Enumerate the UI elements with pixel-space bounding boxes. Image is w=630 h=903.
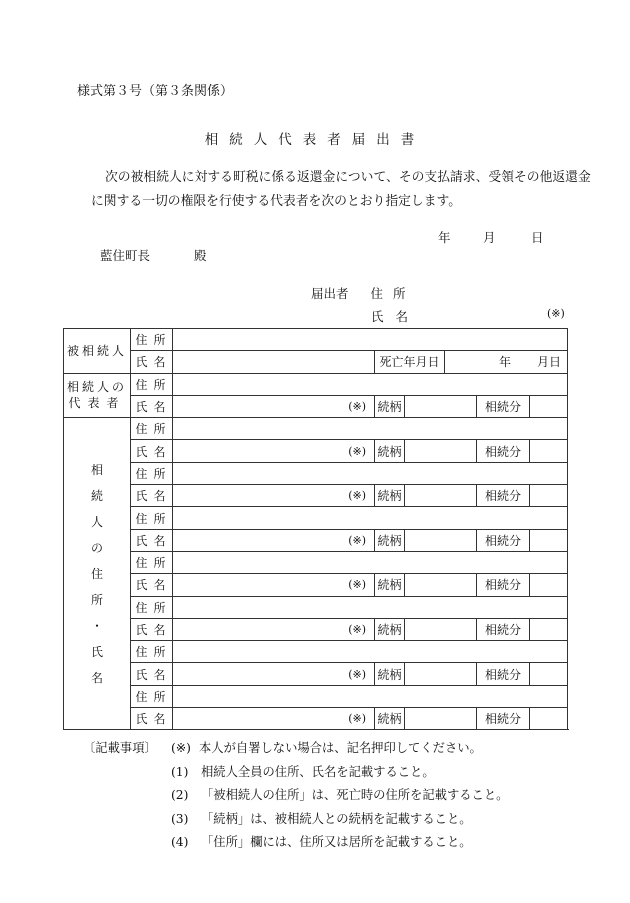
date-line [438, 228, 544, 246]
heir-name-row [64, 708, 568, 730]
heir-seal-mark[interactable]: (※) [173, 485, 375, 507]
address-label: 住所 [131, 641, 173, 663]
relationship-label: 続柄 [375, 395, 405, 417]
heir-address-field[interactable] [173, 462, 568, 484]
note-item [83, 832, 508, 856]
heir-share-field[interactable] [530, 440, 568, 462]
name-label: 氏名 [131, 618, 173, 640]
heir-table [63, 328, 568, 730]
share-label: 相続分 [477, 708, 530, 730]
representative-address-row [64, 373, 568, 395]
representative-label-line-2: 代表者 [68, 396, 126, 411]
address-label: 住所 [131, 373, 173, 395]
death-date-label: 死亡年月日 [375, 351, 445, 373]
name-label: 氏名 [131, 395, 173, 417]
heir-name-row [64, 618, 568, 640]
heir-address-row [64, 596, 568, 618]
heir-relationship-field[interactable] [405, 708, 477, 730]
share-label: 相続分 [477, 529, 530, 551]
representative-name-row [64, 395, 568, 417]
heir-seal-mark[interactable]: (※) [173, 708, 375, 730]
note-item [83, 785, 508, 809]
heir-name-row [64, 485, 568, 507]
note-text: 「住所」欄には、住所又は居所を記載すること。 [201, 835, 472, 849]
heir-name-row [64, 440, 568, 462]
address-label: 住所 [131, 551, 173, 573]
representative-seal-mark[interactable]: (※) [173, 395, 375, 417]
date-day: 日 [531, 230, 544, 245]
heirs-label-char: 名 [90, 670, 103, 685]
name-label: 氏名 [131, 708, 173, 730]
heirs-label-char: 相 [90, 462, 103, 477]
addressee-honorific: 殿 [194, 248, 207, 263]
representative-label [64, 373, 131, 418]
notes-heading: 〔記載事項〕 [83, 741, 157, 755]
heir-address-field[interactable] [173, 551, 568, 573]
heir-address-row [64, 685, 568, 707]
notes-section [83, 738, 508, 856]
heirs-label [64, 418, 131, 730]
share-label: 相続分 [477, 618, 530, 640]
heir-seal-mark[interactable]: (※) [173, 663, 375, 685]
heir-share-field[interactable] [530, 618, 568, 640]
note-item [83, 762, 508, 786]
notifier-label: 届出者 [311, 286, 349, 301]
note-number: (3) [171, 811, 189, 826]
heir-address-field[interactable] [173, 685, 568, 707]
heir-share-field[interactable] [530, 574, 568, 596]
relationship-label: 続柄 [375, 485, 405, 507]
heir-address-row [64, 507, 568, 529]
address-label: 住所 [131, 685, 173, 707]
notes-mark: (※) [171, 741, 191, 755]
death-date-field[interactable] [445, 351, 568, 373]
heir-relationship-field[interactable] [405, 618, 477, 640]
heir-address-row [64, 462, 568, 484]
note-number: (4) [171, 835, 189, 849]
heir-name-row [64, 574, 568, 596]
addressee-name: 藍住町長 [100, 248, 151, 263]
heirs-label-char: 所 [90, 592, 103, 607]
share-label: 相続分 [477, 663, 530, 685]
heir-address-field[interactable] [173, 418, 568, 440]
heir-seal-mark[interactable]: (※) [173, 618, 375, 640]
note-mark-row [83, 738, 508, 762]
form-number: 様式第３号（第３条関係） [77, 84, 234, 99]
heir-seal-mark[interactable]: (※) [173, 529, 375, 551]
notifier-address[interactable] [311, 284, 416, 302]
form-title: 相続人代表者届出書 [204, 132, 426, 148]
heir-address-field[interactable] [173, 641, 568, 663]
representative-share-field[interactable] [530, 395, 568, 417]
address-label: 住所 [131, 507, 173, 529]
heirs-label-char: の [90, 540, 103, 555]
heir-share-field[interactable] [530, 529, 568, 551]
note-number: (1) [171, 764, 189, 779]
heirs-label-char: 氏 [90, 644, 103, 659]
heir-seal-mark[interactable]: (※) [173, 574, 375, 596]
address-label: 住所 [131, 462, 173, 484]
name-label: 氏名 [131, 574, 173, 596]
note-item [83, 809, 508, 833]
heir-relationship-field[interactable] [405, 529, 477, 551]
death-month: 月 [536, 355, 549, 370]
notifier-name-label[interactable]: 氏名 [371, 309, 421, 324]
representative-address-field[interactable] [173, 373, 568, 395]
heir-address-row [64, 418, 568, 440]
name-label: 氏名 [131, 663, 173, 685]
notes-mark-text: 本人が自署しない場合は、記名押印してください。 [199, 741, 482, 755]
relationship-label: 続柄 [375, 529, 405, 551]
heir-relationship-field[interactable] [405, 574, 477, 596]
address-label: 住所 [131, 329, 173, 351]
note-number: (2) [171, 788, 189, 802]
heir-address-row [64, 551, 568, 573]
relationship-label: 続柄 [375, 663, 405, 685]
heir-relationship-field[interactable] [405, 485, 477, 507]
relationship-label: 続柄 [375, 708, 405, 730]
note-text: 相続人全員の住所、氏名を記載すること。 [201, 764, 435, 779]
date-month: 月 [483, 230, 496, 245]
note-text: 「被相続人の住所」は、死亡時の住所を記載すること。 [201, 788, 509, 802]
heirs-label-char: 住 [90, 566, 103, 581]
intro-line-1: 次の被相続人に対する町税に係る返還金について、その支払請求、受領その他返還金 [105, 170, 591, 185]
heir-name-row [64, 529, 568, 551]
name-label: 氏名 [131, 440, 173, 462]
date-year: 年 [438, 230, 451, 245]
name-label: 氏名 [131, 529, 173, 551]
heir-relationship-field[interactable] [405, 440, 477, 462]
notifier-seal-mark: (※) [547, 307, 565, 320]
share-label: 相続分 [477, 574, 530, 596]
note-text: 「続柄」は、被相続人との続柄を記載すること。 [201, 811, 472, 826]
notifier-address-label: 住所 [370, 286, 416, 301]
heirs-label-char: ・ [90, 618, 103, 633]
heir-share-field[interactable] [530, 663, 568, 685]
decedent-address-field[interactable] [173, 329, 568, 351]
decedent-label: 被相続人 [64, 329, 131, 374]
heir-relationship-field[interactable] [405, 663, 477, 685]
heirs-label-char: 続 [90, 488, 103, 503]
representative-label-line-1: 相続人の [66, 380, 127, 395]
relationship-label: 続柄 [375, 618, 405, 640]
heir-share-field[interactable] [530, 485, 568, 507]
address-label: 住所 [131, 596, 173, 618]
name-label: 氏名 [131, 485, 173, 507]
death-year: 年 [498, 355, 511, 370]
name-label: 氏名 [131, 351, 173, 373]
decedent-name-field[interactable] [173, 351, 375, 373]
intro-text [91, 166, 591, 214]
relationship-label: 続柄 [375, 440, 405, 462]
heirs-label-char: 人 [90, 514, 103, 529]
death-day: 日 [549, 355, 562, 370]
representative-relationship-field[interactable] [405, 395, 477, 417]
share-label: 相続分 [477, 440, 530, 462]
heir-address-field[interactable] [173, 596, 568, 618]
decedent-name-row [64, 351, 568, 373]
decedent-address-row [64, 329, 568, 351]
addressee [100, 246, 207, 264]
heir-share-field[interactable] [530, 708, 568, 730]
share-label: 相続分 [477, 485, 530, 507]
heir-name-row [64, 663, 568, 685]
heir-address-row [64, 641, 568, 663]
share-label: 相続分 [477, 395, 530, 417]
heir-seal-mark[interactable]: (※) [173, 440, 375, 462]
intro-line-2: に関する一切の権限を行使する代表者を次のとおり指定します。 [91, 194, 462, 209]
relationship-label: 続柄 [375, 574, 405, 596]
address-label: 住所 [131, 418, 173, 440]
heir-address-field[interactable] [173, 507, 568, 529]
